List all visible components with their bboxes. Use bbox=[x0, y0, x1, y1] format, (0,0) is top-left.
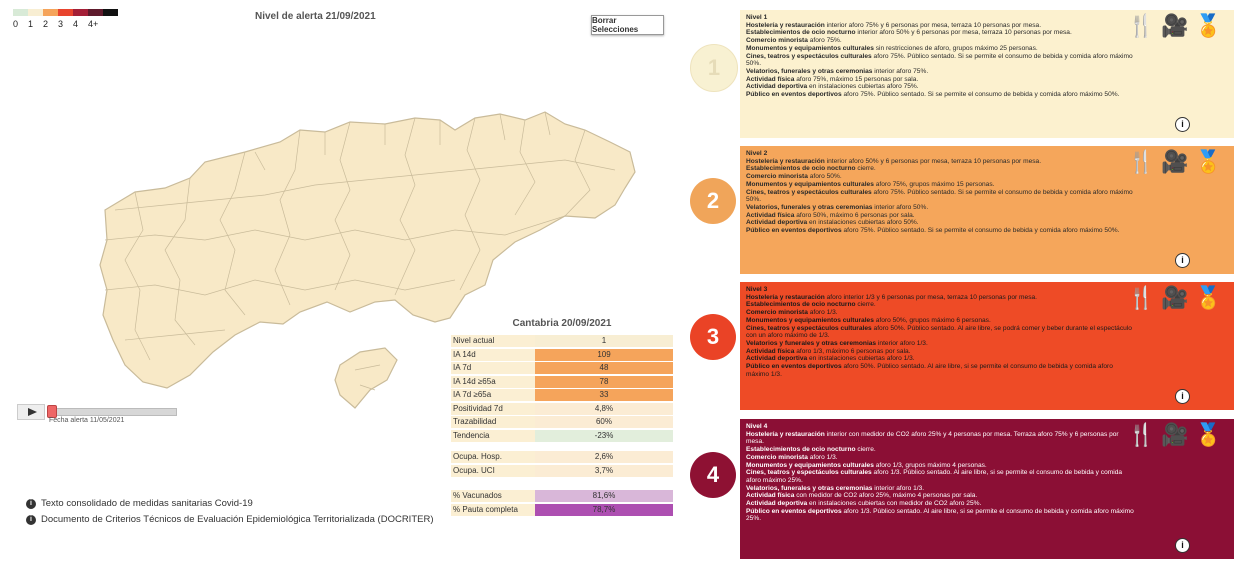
stats-row[interactable] bbox=[451, 362, 673, 374]
level-rule bbox=[746, 325, 1134, 340]
info-button[interactable]: i bbox=[1175, 117, 1190, 132]
rule-detail: interior aforo 50% y 6 personas por mesa, terraza 10 personas por mesa. bbox=[824, 157, 1042, 165]
level-card bbox=[740, 10, 1234, 138]
cutlery-icon: 🍴 bbox=[1127, 13, 1156, 38]
rule-detail: aforo 1/3, grupos máximo 4 personas. bbox=[873, 461, 987, 469]
rule-detail: aforo 50%, máximo 6 personas por sala. bbox=[794, 211, 915, 219]
level-rule bbox=[746, 76, 1134, 84]
info-icon: i bbox=[26, 515, 36, 525]
stats-row[interactable] bbox=[451, 403, 673, 415]
stats-row[interactable] bbox=[451, 376, 673, 388]
rule-category: Hostelería y restauración bbox=[746, 157, 825, 165]
level-rule bbox=[746, 317, 1134, 325]
play-button[interactable] bbox=[17, 404, 45, 420]
rule-category: Actividad física bbox=[746, 347, 795, 355]
level-rule bbox=[746, 91, 1134, 99]
level-rule bbox=[746, 53, 1134, 68]
rule-detail: en instalaciones cubiertas con medidor de CO2 aforo 25%. bbox=[807, 500, 982, 508]
level-rule bbox=[746, 462, 1134, 470]
rule-detail: interior aforo 50% y 6 personas por mesa, terraza 10 personas por mesa. bbox=[855, 29, 1072, 37]
level-rule bbox=[746, 340, 1134, 348]
rule-category: Actividad física bbox=[746, 211, 795, 219]
rule-detail: aforo 75%. Público sentado. Si se permite el consumo de bebida y comida aforo máximo 50%. bbox=[746, 52, 1133, 68]
rule-category: Monumentos y equipamientos culturales bbox=[746, 316, 874, 324]
medal-icon: 🏅 bbox=[1194, 422, 1222, 447]
rule-category: Público en eventos deportivos bbox=[746, 91, 842, 99]
rule-category: Actividad deportiva bbox=[746, 83, 808, 91]
level-rule bbox=[746, 309, 1134, 317]
rule-detail: aforo 1/3. bbox=[807, 309, 838, 317]
level-rule bbox=[746, 29, 1134, 37]
rule-detail: aforo 50%. bbox=[807, 173, 842, 181]
rule-detail: aforo 50%, grupos máximo 6 personas. bbox=[873, 316, 991, 324]
rule-detail: aforo 75%. Público sentado. Si se permite el consumo de bebida y comida aforo máximo 50%. bbox=[841, 91, 1120, 99]
rule-detail: aforo 1/3. Público sentado. Al aire libre, si se permite el consumo de bebida y comida aforo máximo 25%. bbox=[746, 469, 1123, 484]
map-region-east[interactable] bbox=[335, 348, 397, 408]
rule-category: Cines, teatros y espectáculos culturales bbox=[746, 469, 872, 477]
rule-category: Actividad física bbox=[746, 75, 795, 83]
rule-category: Actividad deportiva bbox=[746, 219, 808, 227]
rule-category: Hostelería y restauración bbox=[746, 293, 825, 301]
rule-detail: aforo interior 1/3 y 6 personas por mesa, terraza 10 personas por mesa. bbox=[824, 293, 1038, 301]
level-rule bbox=[746, 446, 1134, 454]
rule-detail: cierre. bbox=[855, 301, 876, 309]
camera-icon: 🎥 bbox=[1161, 285, 1189, 310]
rule-detail: interior aforo 75% y 6 personas por mesa, terraza 10 personas por mesa. bbox=[824, 21, 1042, 29]
level-rule bbox=[746, 219, 1134, 227]
legend-label: 1 bbox=[28, 19, 34, 29]
level-rule bbox=[746, 508, 1134, 523]
rule-category: Establecimientos de ocio nocturno bbox=[746, 446, 856, 454]
rule-detail: aforo 1/3, máximo 6 personas por sala. bbox=[794, 347, 911, 355]
rule-detail: aforo 1/3. Público sentado. Al aire libre, si se permite el consumo de bebida y comida aforo máximo 25%. bbox=[746, 507, 1134, 523]
level-rule bbox=[746, 500, 1134, 508]
rule-category: Hostelería y restauración bbox=[746, 21, 825, 29]
stats-row[interactable] bbox=[451, 389, 673, 401]
stats-row-value: 78,7% bbox=[535, 504, 673, 516]
rule-category: Monumentos y equipamientos culturales bbox=[746, 461, 874, 469]
legend-swatch bbox=[13, 9, 28, 16]
stats-row[interactable] bbox=[451, 465, 673, 477]
stats-table bbox=[451, 335, 673, 516]
level-rule bbox=[746, 431, 1134, 446]
level-circle[interactable]: 4 bbox=[690, 452, 736, 498]
stats-row-label: Nivel actual bbox=[451, 335, 535, 347]
level-rule bbox=[746, 165, 1134, 173]
stats-row-label: Ocupa. Hosp. bbox=[451, 451, 535, 463]
legend-swatch bbox=[103, 9, 118, 16]
info-button[interactable]: i bbox=[1175, 538, 1190, 553]
level-rule bbox=[746, 68, 1134, 76]
legend-label: 0 bbox=[13, 19, 19, 29]
stats-row-label: Positividad 7d bbox=[451, 403, 535, 415]
rule-category: Monumentos y equipamientos culturales bbox=[746, 44, 874, 52]
rule-detail: aforo 75%. Público sentado. Si se permite el consumo de bebida y comida aforo máximo 50%. bbox=[746, 188, 1133, 204]
stats-row-value: 78 bbox=[535, 376, 673, 388]
info-button[interactable]: i bbox=[1175, 253, 1190, 268]
level-title: Nivel 3 bbox=[746, 286, 768, 293]
stats-row-value: -23% bbox=[535, 430, 673, 442]
rule-detail: con medidor de CO2 aforo 25%, máximo 4 personas por sala. bbox=[794, 492, 978, 500]
level-rule bbox=[746, 454, 1134, 462]
stats-row[interactable] bbox=[451, 430, 673, 442]
rule-category: Velatorios, funerales y otras ceremonias bbox=[746, 67, 873, 75]
level-rule bbox=[746, 37, 1134, 45]
rule-detail: aforo 75%. Público sentado. Si se permite el consumo de bebida y comida aforo máximo 50%. bbox=[841, 227, 1120, 235]
rule-category: Público en eventos deportivos bbox=[746, 507, 842, 515]
medal-icon: 🏅 bbox=[1194, 149, 1222, 174]
rule-category: Establecimientos de ocio nocturno bbox=[746, 165, 856, 173]
level-rule bbox=[746, 301, 1134, 309]
level-title: Nivel 1 bbox=[746, 14, 768, 21]
cutlery-icon: 🍴 bbox=[1127, 149, 1156, 174]
clear-selections-button[interactable]: Borrar Selecciones bbox=[591, 15, 664, 35]
rule-detail: aforo 50%. Público sentado. Al aire libre, se podrá comer y beber durante el espectáculo con un aforo máximo de 1/3. bbox=[746, 324, 1132, 340]
rule-category: Actividad física bbox=[746, 492, 795, 500]
legend-label: 3 bbox=[58, 19, 64, 29]
level-icons bbox=[1128, 15, 1222, 37]
stats-row[interactable] bbox=[451, 416, 673, 428]
stats-row-value: 4,8% bbox=[535, 403, 673, 415]
level-icons bbox=[1128, 287, 1222, 309]
stats-row[interactable] bbox=[451, 349, 673, 361]
rule-detail: aforo 75%, máximo 15 personas por sala. bbox=[794, 75, 919, 83]
stats-row-value: 1 bbox=[535, 335, 673, 347]
stats-row-label: Tendencia bbox=[451, 430, 535, 442]
level-rule bbox=[746, 294, 1134, 302]
rule-category: Comercio minorista bbox=[746, 37, 808, 45]
rule-detail: sin restricciones de aforo, grupos máximo 25 personas. bbox=[873, 44, 1038, 52]
stats-row-label: IA 7d bbox=[451, 362, 535, 374]
rule-category: Cines, teatros y espectáculos culturales bbox=[746, 188, 872, 196]
legend-label: 4 bbox=[73, 19, 79, 29]
rule-category: Monumentos y equipamientos culturales bbox=[746, 180, 874, 188]
rule-category: Público en eventos deportivos bbox=[746, 363, 842, 371]
level-rule bbox=[746, 158, 1134, 166]
rule-detail: interior aforo 50%. bbox=[872, 203, 929, 211]
stats-row-label: IA 14d bbox=[451, 349, 535, 361]
level-circle[interactable]: 1 bbox=[690, 44, 738, 92]
level-rule bbox=[746, 45, 1134, 53]
level-rule bbox=[746, 485, 1134, 493]
rule-category: Velatorios, funerales y otras ceremonias bbox=[746, 484, 873, 492]
rule-detail: en instalaciones cubiertas aforo 1/3. bbox=[807, 355, 915, 363]
rule-detail: cierre. bbox=[855, 446, 876, 454]
cutlery-icon: 🍴 bbox=[1127, 285, 1156, 310]
rule-detail: aforo 1/3. bbox=[807, 453, 838, 461]
info-button[interactable]: i bbox=[1175, 389, 1190, 404]
level-card bbox=[740, 419, 1234, 559]
rule-category: Comercio minorista bbox=[746, 173, 808, 181]
timeline-slider[interactable] bbox=[48, 408, 177, 416]
rule-detail: aforo 50%. Público sentado. Al aire libre, si se permite el consumo de bebida y comida aforo máximo 1/3. bbox=[746, 363, 1113, 378]
rule-category: Cines, teatros y espectáculos culturales bbox=[746, 324, 872, 332]
level-title: Nivel 4 bbox=[746, 423, 768, 430]
level-rule bbox=[746, 363, 1134, 378]
rule-category: Cines, teatros y espectáculos culturales bbox=[746, 52, 872, 60]
cutlery-icon: 🍴 bbox=[1127, 422, 1156, 447]
medal-icon: 🏅 bbox=[1194, 13, 1222, 38]
stats-row[interactable] bbox=[451, 451, 673, 463]
map-title: Nivel de alerta 21/09/2021 bbox=[255, 11, 376, 22]
rule-detail: aforo 75%. bbox=[807, 37, 842, 45]
level-rule bbox=[746, 189, 1134, 204]
level-title: Nivel 2 bbox=[746, 150, 768, 157]
level-rule bbox=[746, 227, 1134, 235]
rule-detail: interior aforo 1/3. bbox=[876, 339, 928, 347]
stats-row-label: % Vacunados bbox=[451, 490, 535, 502]
alert-level-legend bbox=[13, 9, 118, 29]
rule-detail: en instalaciones cubiertas aforo 50%. bbox=[807, 219, 919, 227]
medal-icon: 🏅 bbox=[1194, 285, 1222, 310]
legend-swatch bbox=[88, 9, 103, 16]
level-icons bbox=[1128, 151, 1222, 173]
link-medidas-sanitarias[interactable] bbox=[26, 498, 433, 509]
reference-links bbox=[26, 498, 433, 530]
camera-icon: 🎥 bbox=[1161, 13, 1189, 38]
stats-row-value: 2,6% bbox=[535, 451, 673, 463]
legend-labels bbox=[13, 19, 118, 29]
stats-row-value: 48 bbox=[535, 362, 673, 374]
level-rule bbox=[746, 355, 1134, 363]
rule-detail: cierre. bbox=[855, 165, 876, 173]
rule-category: Establecimientos de ocio nocturno bbox=[746, 301, 856, 309]
level-rule bbox=[746, 22, 1134, 30]
link-label[interactable]: Texto consolidado de medidas sanitarias Covid-19 bbox=[41, 498, 253, 509]
level-rule bbox=[746, 173, 1134, 181]
rule-category: Comercio minorista bbox=[746, 453, 808, 461]
link-label[interactable]: Documento de Criterios Técnicos de Evaluación Epidemiológica Territorializada (DOCRITER) bbox=[41, 514, 434, 525]
legend-label: 2 bbox=[43, 19, 49, 29]
rule-category: Velatorios, funerales y otras ceremonias bbox=[746, 203, 873, 211]
legend-swatch bbox=[43, 9, 58, 16]
level-rule bbox=[746, 492, 1134, 500]
rule-detail: interior aforo 75%. bbox=[872, 67, 929, 75]
stats-row-label: IA 7d ≥65a bbox=[451, 389, 535, 401]
cantabria-stats-panel bbox=[451, 318, 673, 517]
stats-row[interactable] bbox=[451, 335, 673, 347]
rule-detail: aforo 75%, grupos máximo 15 personas. bbox=[873, 180, 995, 188]
rule-detail: en instalaciones cubiertas aforo 75%. bbox=[807, 83, 919, 91]
level-rule bbox=[746, 469, 1134, 484]
stats-row-value: 60% bbox=[535, 416, 673, 428]
legend-swatch bbox=[58, 9, 73, 16]
rule-category: Actividad deportiva bbox=[746, 355, 808, 363]
stats-row-label: IA 14d ≥65a bbox=[451, 376, 535, 388]
level-card bbox=[740, 146, 1234, 274]
stats-row-label: Ocupa. UCI bbox=[451, 465, 535, 477]
stats-row-value: 81,6% bbox=[535, 490, 673, 502]
level-rule bbox=[746, 212, 1134, 220]
level-rule bbox=[746, 83, 1134, 91]
level-rule bbox=[746, 181, 1134, 189]
stats-title: Cantabria 20/09/2021 bbox=[512, 318, 612, 329]
camera-icon: 🎥 bbox=[1161, 422, 1189, 447]
stats-row-value: 3,7% bbox=[535, 465, 673, 477]
stats-row-label: Trazabilidad bbox=[451, 416, 535, 428]
camera-icon: 🎥 bbox=[1161, 149, 1189, 174]
legend-label: 4+ bbox=[88, 19, 99, 29]
level-rule bbox=[746, 348, 1134, 356]
rule-category: Velatorios y funerales y otras ceremonias bbox=[746, 339, 877, 347]
level-card bbox=[740, 282, 1234, 410]
level-icons bbox=[1128, 424, 1222, 446]
rule-category: Establecimientos de ocio nocturno bbox=[746, 29, 856, 37]
rule-detail: interior aforo 1/3. bbox=[872, 484, 925, 492]
stats-row[interactable] bbox=[451, 504, 673, 516]
rule-category: Comercio minorista bbox=[746, 309, 808, 317]
stats-row-value: 33 bbox=[535, 389, 673, 401]
link-docriter[interactable] bbox=[26, 514, 433, 525]
timeline-date-label: Fecha alerta 11/05/2021 bbox=[49, 417, 125, 424]
legend-swatch bbox=[28, 9, 43, 16]
rule-category: Actividad deportiva bbox=[746, 500, 808, 508]
level-rule bbox=[746, 204, 1134, 212]
stats-row-value: 109 bbox=[535, 349, 673, 361]
rule-category: Público en eventos deportivos bbox=[746, 227, 842, 235]
rule-category: Hostelería y restauración bbox=[746, 430, 825, 438]
stats-row[interactable] bbox=[451, 490, 673, 502]
rule-detail: interior con medidor de CO2 aforo 25% y 4 personas por mesa. Terraza aforo 75% y 6 personas por mesa. bbox=[746, 430, 1119, 446]
legend-swatches bbox=[13, 9, 118, 16]
stats-row-label: % Pauta completa bbox=[451, 504, 535, 516]
legend-swatch bbox=[73, 9, 88, 16]
info-icon: i bbox=[26, 499, 36, 509]
level-circle[interactable]: 3 bbox=[690, 314, 736, 360]
level-circle[interactable]: 2 bbox=[690, 178, 736, 224]
